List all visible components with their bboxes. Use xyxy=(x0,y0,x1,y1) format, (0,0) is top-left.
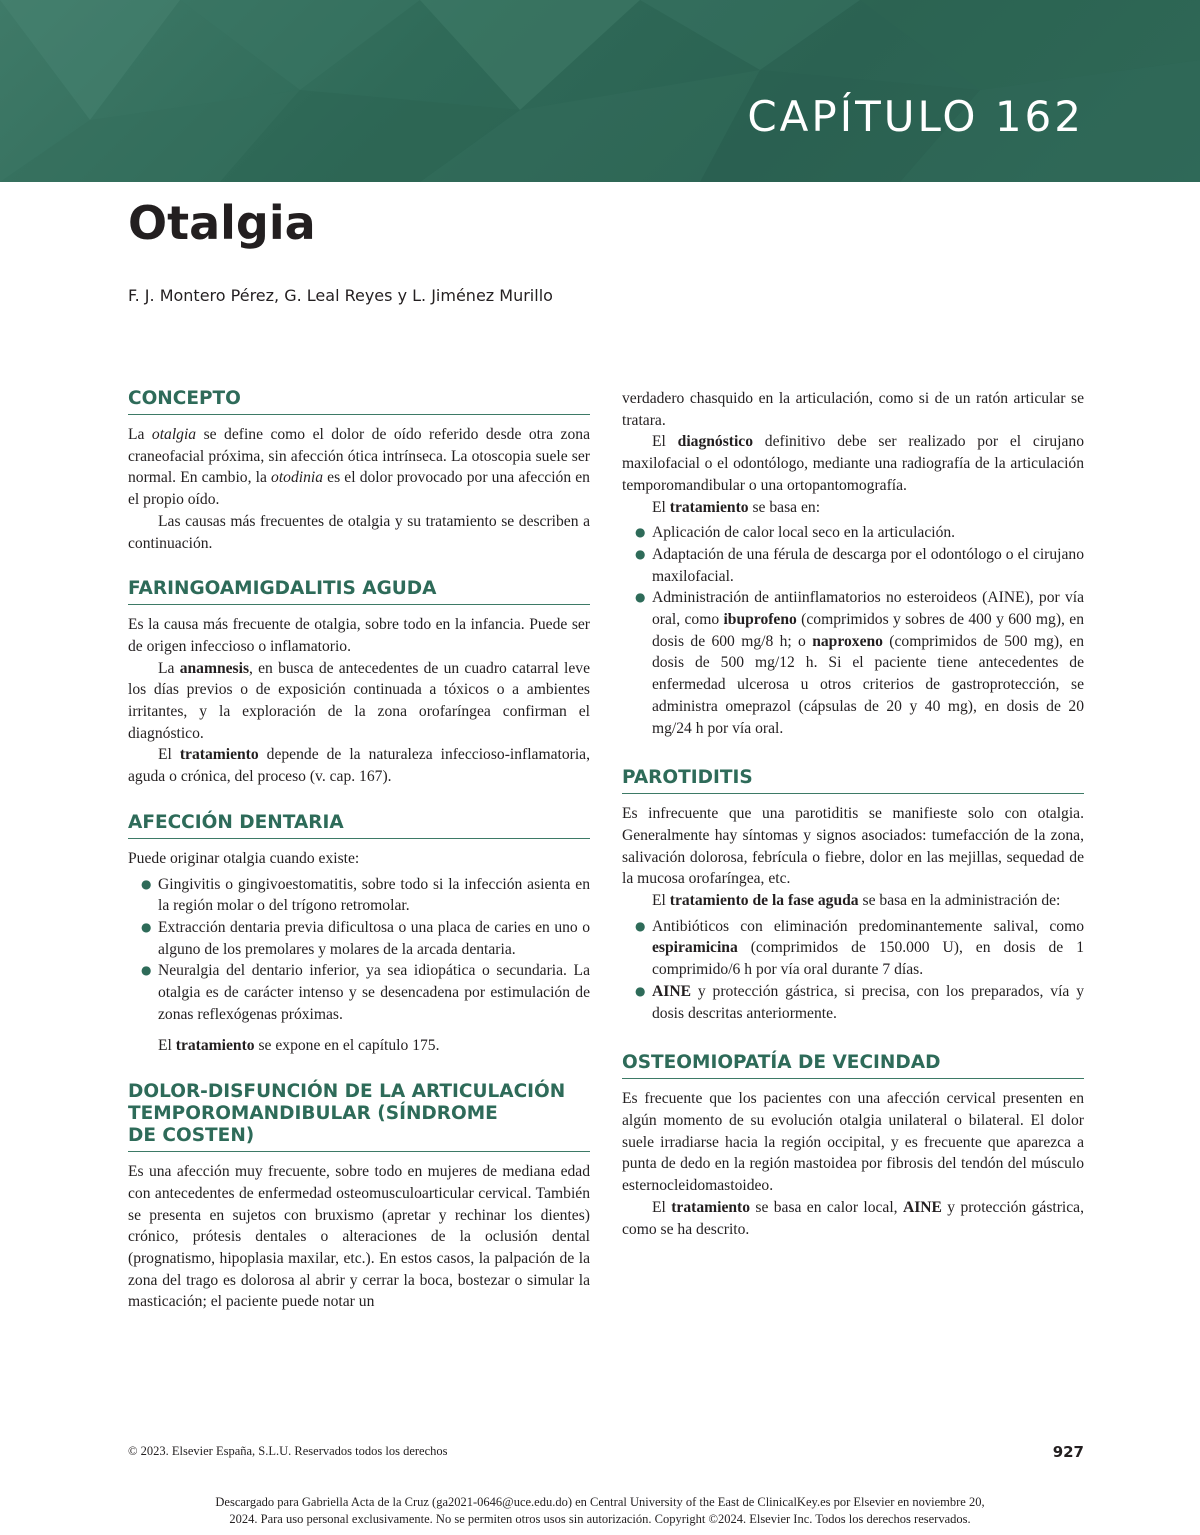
list-item: ● Antibióticos con eliminación predominantemente salival, como espiramicina (comprimidos de 150.000 U), en dosis de 1 comprimido/6 h por vía oral durante 7 días. xyxy=(635,917,1084,979)
list-item: ● Neuralgia del dentario inferior, ya sea idiopática o secundaria. La otalgia es de carácter intenso y se desencadena por estimulación de zonas reflexógenas próximas. xyxy=(141,962,590,1023)
list-item: ● Administración de antiinflamatorios no esteroideos (AINE), por vía oral, como ibuprofeno (comprimidos y sobres de 400 y 600 mg), en dosis de 600 mg/8 h; o naproxeno (comprimidos de 500 mg), en dosis de 500 mg/12 h. Si el paciente tiene antecedentes de enfermedad ulcerosa u otros criterios de gastroprotección, se administra omeprazol (cápsulas de 20 y 40 mg), en dosis de 20 mg/24 h por vía oral. xyxy=(635,589,1084,737)
list-item: ● Aplicación de calor local seco en la articulación. xyxy=(622,522,1084,544)
bullet-icon: ● xyxy=(635,525,646,540)
copyright-notice: © 2023. Elsevier España, S.L.U. Reservados todos los derechos xyxy=(128,1444,448,1458)
concepto-paragraph-2: Las causas más frecuentes de otalgia y su tratamiento se describen a continuación. xyxy=(128,512,590,552)
bullet-icon: ● xyxy=(141,876,152,891)
page-number: 927 xyxy=(1052,1443,1084,1461)
costen-paragraph-3: El tratamiento se basa en: xyxy=(652,498,821,516)
download-line-2: 2024. Para uso personal exclusivamente. No se permiten otros usos sin autorización. Copyright ©2024. Elsevier Inc. Todos los derechos reservados. xyxy=(229,1512,971,1526)
left-column xyxy=(128,388,590,1313)
right-column xyxy=(622,388,1084,1240)
costen-paragraph-1-continued: verdadero chasquido en la articulación, como si de un ratón articular se tratara. xyxy=(622,390,1084,429)
authors: F. J. Montero Pérez, G. Leal Reyes y L. Jiménez Murillo xyxy=(128,286,553,305)
faringo-paragraph-2: La anamnesis, en busca de antecedentes de un cuadro catarral leve los días previos o de exposición continuada a tóxicos o a ambientes irritantes, y la exploración de la zona orofaríngea confirman el diagnóstico. xyxy=(128,659,590,742)
list-item: ● Adaptación de una férula de descarga por el odontólogo o el cirujano maxilofacial. xyxy=(635,545,1084,585)
heading-osteomiopatia: OSTEOMIOPATÍA DE VECINDAD xyxy=(622,1052,1084,1079)
download-notice xyxy=(0,1494,1200,1528)
bullet-icon: ● xyxy=(635,546,646,561)
list-item: ● Gingivitis o gingivoestomatitis, sobre todo si la infección asienta en la región molar o del trígono retromolar. xyxy=(141,875,590,915)
bullet-icon: ● xyxy=(635,983,646,998)
heading-afeccion-dentaria: AFECCIÓN DENTARIA xyxy=(128,812,590,839)
heading-sindrome-costen: DOLOR-DISFUNCIÓN DE LA ARTICULACIÓN TEMPOROMANDIBULAR (SÍNDROME DE COSTEN) xyxy=(128,1081,590,1152)
bullet-icon: ● xyxy=(635,918,646,933)
costen-paragraph-1: Es una afección muy frecuente, sobre todo en mujeres de mediana edad con antecedentes de enfermedad osteomusculoarticular cervical. También se presenta en sujetos con bruxismo (apretar y rechinar los dientes) crónico, prótesis dentales o alteraciones de la oclusión dental (prognatismo, hipoplasia maxilar, etc.). En estos casos, la palpación de la zona del trago es dolorosa al abrir y cerrar la boca, bostezar o simular la masticación; el paciente puede notar un xyxy=(128,1163,590,1311)
bullet-icon: ● xyxy=(635,590,646,605)
bullet-icon: ● xyxy=(141,963,152,978)
banner-pattern xyxy=(0,0,1200,182)
heading-concepto: CONCEPTO xyxy=(128,388,590,415)
dentaria-intro: Puede originar otalgia cuando existe: xyxy=(128,849,360,867)
faringo-paragraph-1: Es la causa más frecuente de otalgia, sobre todo en la infancia. Puede ser de origen infeccioso o inflamatorio. xyxy=(128,616,590,655)
bullet-icon: ● xyxy=(141,919,152,934)
heading-parotiditis: PAROTIDITIS xyxy=(622,767,1084,794)
download-line-1: Descargado para Gabriella Acta de la Cruz (ga2021-0646@uce.edu.do) en Central University of the East de ClinicalKey.es por Elsevier en noviembre 20, xyxy=(215,1495,985,1509)
list-item: ● AINE y protección gástrica, si precisa, con los preparados, vía y dosis descritas anteriormente. xyxy=(635,982,1084,1022)
parotiditis-list xyxy=(622,916,1084,1025)
heading-faringoamigdalitis: FARINGOAMIGDALITIS AGUDA xyxy=(128,578,590,605)
faringo-paragraph-3: El tratamiento depende de la naturaleza infeccioso-inflamatoria, aguda o crónica, del proceso (v. cap. 167). xyxy=(128,746,590,786)
chapter-banner xyxy=(0,0,1200,182)
dentaria-list xyxy=(128,874,590,1026)
parotiditis-paragraph-1: Es infrecuente que una parotiditis se manifieste solo con otalgia. Generalmente hay síntomas y signos asociados: tumefacción de la zona, salivación dolorosa, febrícula o fiebre, dolor en las mejillas, sequedad de la mucosa orofaríngea, etc. xyxy=(622,805,1084,888)
costen-paragraph-2: El diagnóstico definitivo debe ser realizado por el cirujano maxilofacial o el odontólogo, mediante una radiografía de la articulación temporomandibular o una ortopantomografía. xyxy=(622,433,1084,494)
chapter-number: CAPÍTULO 162 xyxy=(747,92,1084,141)
page-title: Otalgia xyxy=(128,196,316,250)
costen-list xyxy=(622,522,1084,739)
list-item: ● Extracción dentaria previa dificultosa o una placa de caries en uno o alguno de los premolares y molares de la arcada dentaria. xyxy=(141,918,590,958)
osteo-paragraph-2: El tratamiento se basa en calor local, AINE y protección gástrica, como se ha descrito. xyxy=(622,1198,1084,1238)
osteo-paragraph-1: Es frecuente que los pacientes con una afección cervical presenten en algún momento de su evolución otalgia unilateral o bilateral. El dolor suele irradiarse hacia la región occipital, y es frecuente que aparezca a punta de dedo en la región mastoidea por fibrosis del tendón del músculo esternocleidomastoideo. xyxy=(622,1090,1084,1195)
concepto-paragraph-1: La otalgia se define como el dolor de oído referido desde otra zona craneofacial próxima, sin afección ótica intrínseca. La otoscopia suele ser normal. En cambio, la otodinia es el dolor provocado por una afección en el propio oído. xyxy=(128,426,590,509)
parotiditis-paragraph-2: El tratamiento de la fase aguda se basa en la administración de: xyxy=(652,892,1061,910)
dentaria-treatment: El tratamiento se expone en el capítulo 175. xyxy=(158,1037,440,1055)
